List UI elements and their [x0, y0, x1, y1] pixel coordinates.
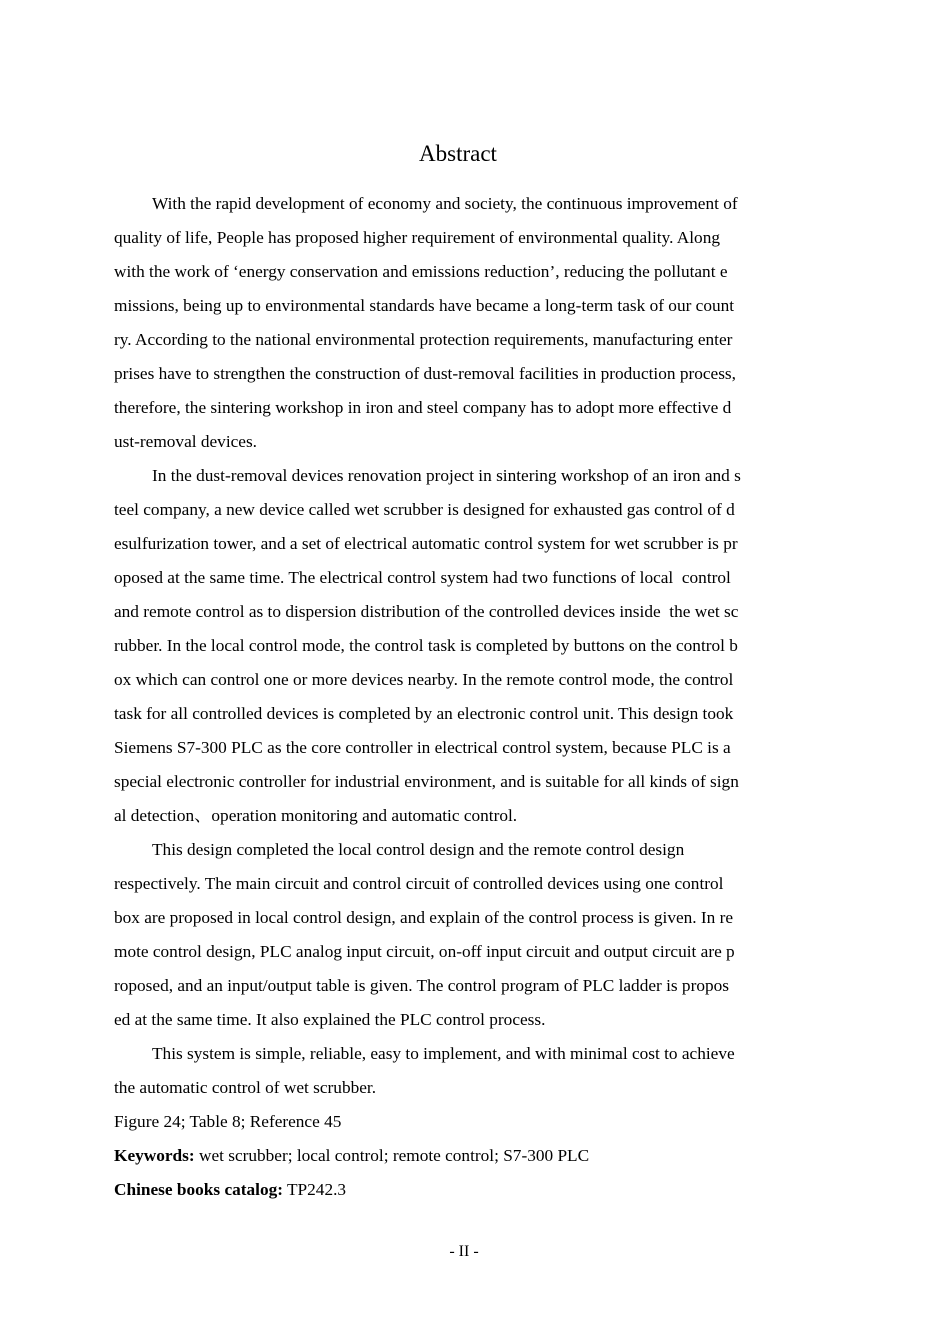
paragraph-4 [114, 1037, 814, 1105]
paragraph-1 [114, 187, 814, 459]
paragraph-3 [114, 833, 814, 1037]
paragraph-line: roposed, and an input/output table is given. The control program of PLC ladder is propos [114, 976, 729, 995]
paragraph-line: with the work of ‘energy conservation and emissions reduction’, reducing the pollutant e [114, 262, 728, 281]
paragraph-line: Siemens S7-300 PLC as the core controller in electrical control system, because PLC is a [114, 738, 731, 757]
paragraph-line: ed at the same time. It also explained the PLC control process. [114, 1010, 546, 1029]
paragraph-line: ox which can control one or more devices nearby. In the remote control mode, the control [114, 670, 734, 689]
paragraph-line: missions, being up to environmental standards have became a long-term task of our count [114, 296, 735, 315]
paragraph-line: oposed at the same time. The electrical control system had two functions of local control [114, 568, 731, 587]
keywords-value: wet scrubber; local control; remote control; S7-300 PLC [194, 1146, 590, 1165]
stats-line: Figure 24; Table 8; Reference 45 [114, 1112, 342, 1131]
paragraph-line: therefore, the sintering workshop in iron and steel company has to adopt more effective d [114, 398, 732, 417]
paragraph-line: respectively. The main circuit and control circuit of controlled devices using one control [114, 874, 724, 893]
paragraph-line: al detection、operation monitoring and automatic control. [114, 806, 518, 825]
paragraph-line: box are proposed in local control design, and explain of the control process is given. In re [114, 908, 734, 927]
page-number: - II - [449, 1243, 479, 1260]
paragraph-line: task for all controlled devices is completed by an electronic control unit. This design took [114, 704, 734, 723]
abstract-title: Abstract [419, 141, 497, 166]
keywords-line [114, 1139, 814, 1173]
keywords-label: Keywords: [114, 1146, 195, 1165]
paragraph-line: rubber. In the local control mode, the control task is completed by buttons on the control b [114, 636, 738, 655]
catalog-label: Chinese books catalog: [114, 1180, 283, 1199]
paragraph-line: In the dust-removal devices renovation project in sintering workshop of an iron and s [152, 466, 741, 485]
paragraph-line: prises have to strengthen the construction of dust-removal facilities in production process, [114, 364, 736, 383]
paragraph-line: teel company, a new device called wet scrubber is designed for exhausted gas control of d [114, 500, 735, 519]
paragraph-line: special electronic controller for industrial environment, and is suitable for all kinds of sign [114, 772, 739, 791]
catalog-value: TP242.3 [282, 1180, 347, 1199]
paragraph-line: esulfurization tower, and a set of electrical automatic control system for wet scrubber is pr [114, 534, 738, 553]
paragraph-line: the automatic control of wet scrubber. [114, 1078, 377, 1097]
paragraph-line: ry. According to the national environmental protection requirements, manufacturing enter [114, 330, 733, 349]
paragraph-line: This system is simple, reliable, easy to implement, and with minimal cost to achieve [152, 1044, 735, 1063]
paragraph-line: and remote control as to dispersion distribution of the controlled devices inside the wet sc [114, 602, 739, 621]
paragraph-line: quality of life, People has proposed higher requirement of environmental quality. Along [114, 228, 720, 247]
paragraph-2 [114, 459, 814, 833]
paragraph-line: mote control design, PLC analog input circuit, on-off input circuit and output circuit are p [114, 942, 735, 961]
abstract-body [114, 187, 814, 1207]
paragraph-line: This design completed the local control design and the remote control design [152, 840, 685, 859]
catalog-line [114, 1173, 814, 1207]
paragraph-line: With the rapid development of economy and society, the continuous improvement of [152, 194, 738, 213]
paragraph-line: ust-removal devices. [114, 432, 258, 451]
